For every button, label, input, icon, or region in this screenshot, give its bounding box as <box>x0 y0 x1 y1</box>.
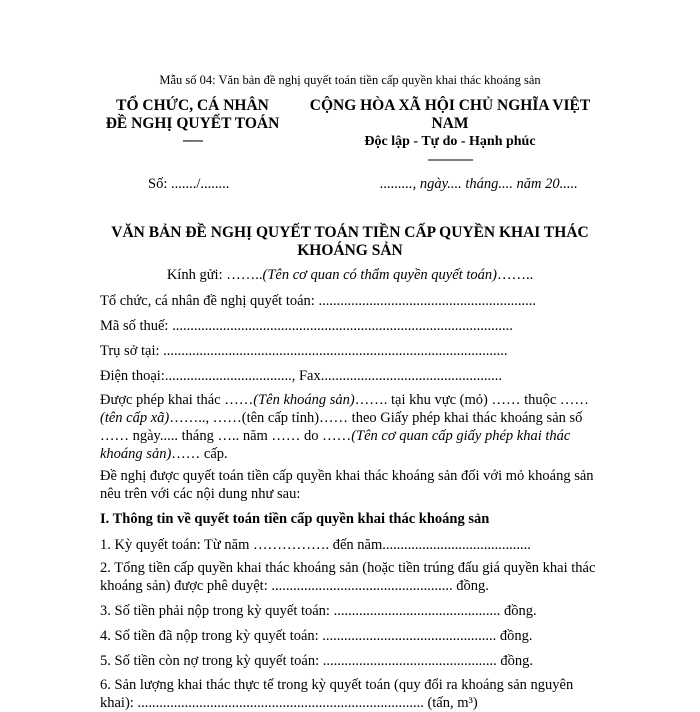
national-motto: Độc lập - Tự do - Hạnh phúc <box>364 134 536 149</box>
document-title: VĂN BẢN ĐỀ NGHỊ QUYẾT TOÁN TIỀN CẤP QUYỀN KHAI THÁC KHOÁNG SẢN <box>111 224 589 259</box>
item-6: 6. Sản lượng khai thác thực tế trong kỳ quyết toán (quy đổi ra khoáng sản nguyên khai): ............................................................................... (tấn, m³) <box>100 677 574 711</box>
commune-placeholder: (tên cấp xã) <box>100 410 170 426</box>
organization-heading <box>85 97 300 133</box>
item-1: 1. Kỳ quyết toán: Từ năm ……………. đến năm......................................... <box>100 537 531 553</box>
motto-divider: --------------- <box>427 152 473 166</box>
mineral-name-placeholder: (Tên khoáng sản) <box>253 392 355 408</box>
recipient-placeholder: (Tên cơ quan có thẩm quyền quyết toán) <box>262 267 497 283</box>
item-4: 4. Số tiền đã nộp trong kỳ quyết toán: ................................................ đồng. <box>100 628 533 644</box>
permit-text-4: …… cấp. <box>171 446 228 462</box>
address-field: Trụ sở tại: ............................................................................................... <box>100 343 508 359</box>
org-line-2: ĐỀ NGHỊ QUYẾT TOÁN <box>105 115 280 132</box>
item-5: 5. Số tiền còn nợ trong kỳ quyết toán: ................................................ đồng. <box>100 653 533 669</box>
org-line-1: TỔ CHỨC, CÁ NHÂN <box>116 97 269 114</box>
document-number: Số: ......./........ <box>148 176 230 192</box>
issuing-agency-placeholder: (Tên cơ quan cấp giấy phép khai thác khoáng sản) <box>100 428 571 462</box>
permit-text-2: ……. tại khu vực (mỏ) …… thuộc …… <box>354 392 589 408</box>
item-2: 2. Tổng tiền cấp quyền khai thác khoáng sản (hoặc tiền trúng đấu giá quyền khai thác khoáng sản) được phê duyệt: .................................................. đồng. <box>100 560 596 594</box>
recipient-line <box>0 267 700 284</box>
org-divider: ------ <box>182 132 203 147</box>
section-1-heading: I. Thông tin về quyết toán tiền cấp quyền khai thác khoáng sản <box>100 511 490 527</box>
national-title: CỘNG HÒA XÃ HỘI CHỦ NGHĨA VIỆT NAM <box>309 97 591 132</box>
document-date: ........., ngày.... tháng.... năm 20..... <box>380 176 578 192</box>
recipient-prefix: Kính gửi: …….. <box>166 267 263 283</box>
item-3: 3. Số tiền phải nộp trong kỳ quyết toán: .............................................. đồng. <box>100 603 537 619</box>
permit-text-3: …….., ……(tên cấp tỉnh)…… theo Giấy phép khai thác khoáng sản số …… ngày..... tháng ….. năm …… do …… <box>100 410 583 444</box>
form-number-label: Mẫu số 04: Văn bản đề nghị quyết toán tiền cấp quyền khai thác khoáng sản <box>159 73 541 87</box>
org-field: Tổ chức, cá nhân đề nghị quyết toán: ............................................................ <box>100 293 536 309</box>
tax-code-field: Mã số thuế: .............................................................................................. <box>100 318 513 334</box>
phone-fax-field: Điện thoại:..................................., Fax.................................................. <box>100 368 502 384</box>
request-paragraph: Đề nghị được quyết toán tiền cấp quyền khai thác khoáng sản đối với mỏ khoáng sản nêu trên với các nội dung như sau: <box>100 468 594 502</box>
recipient-suffix: …….. <box>496 267 534 283</box>
permit-text-1: Được phép khai thác …… <box>100 392 254 408</box>
permit-paragraph <box>100 391 600 463</box>
